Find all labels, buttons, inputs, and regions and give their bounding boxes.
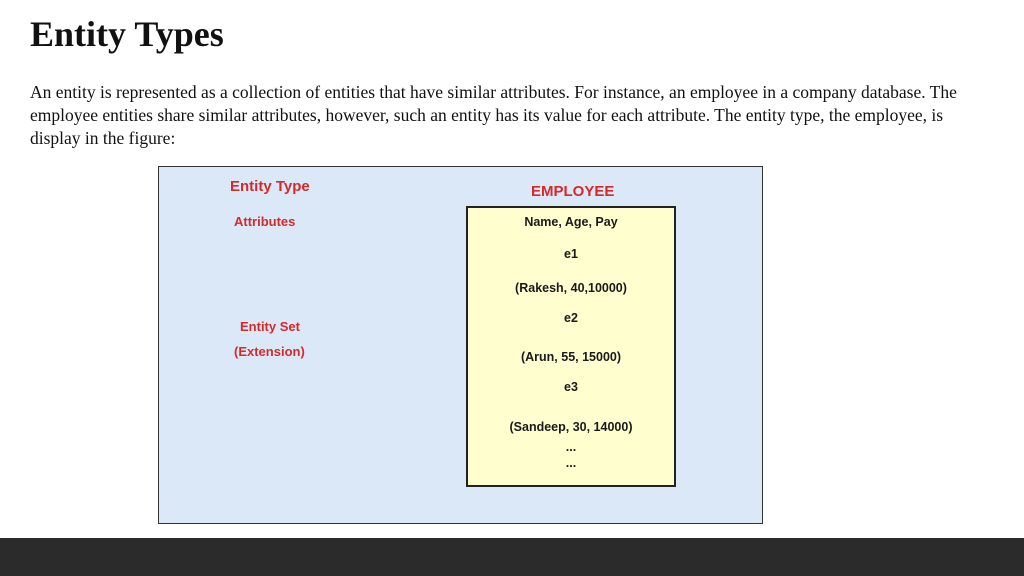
ellipsis-1: ...	[565, 440, 577, 454]
employee-attributes: Name, Age, Pay	[524, 215, 618, 229]
employee-label: EMPLOYEE	[531, 183, 615, 200]
entity-values-e2: (Arun, 55, 15000)	[520, 350, 622, 364]
entity-set-label: Entity Set	[240, 319, 300, 334]
ellipsis-2: ...	[565, 456, 577, 470]
intro-paragraph: An entity is represented as a collection of entities that have similar attributes. For instance, an employee in a company database. The employee entities share similar attributes, however, such an entity has its value for each attribute. The entity type, the employee, is display in the figure:	[30, 82, 957, 148]
attributes-label: Attributes	[234, 214, 296, 229]
footer-bar	[0, 538, 1024, 576]
entity-type-label: Entity Type	[230, 178, 310, 195]
entity-id-e1: e1	[564, 247, 578, 261]
entity-type-figure	[158, 166, 763, 524]
extension-label: (Extension)	[234, 344, 305, 359]
employee-box	[466, 206, 676, 487]
entity-id-e3: e3	[564, 380, 578, 394]
page-title: Entity Types	[30, 14, 224, 54]
entity-values-e3: (Sandeep, 30, 14000)	[509, 420, 633, 434]
entity-values-e1: (Rakesh, 40,10000)	[515, 281, 627, 295]
entity-id-e2: e2	[564, 311, 578, 325]
